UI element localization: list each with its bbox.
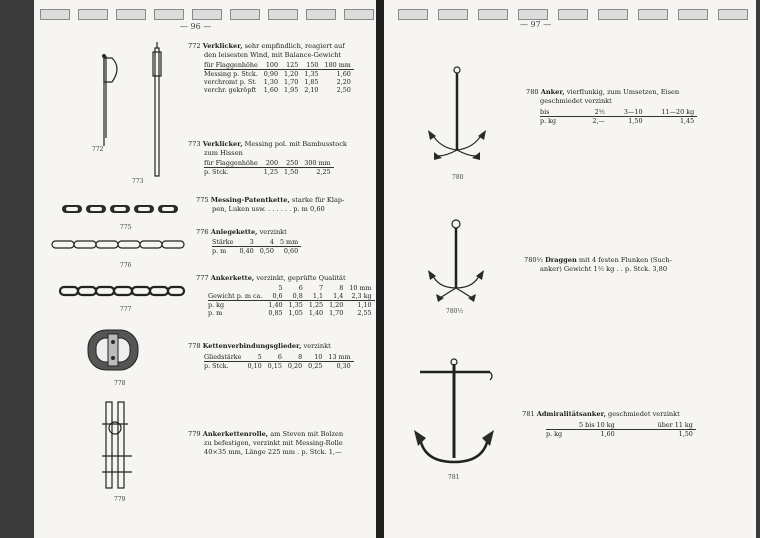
table-773: für Flaggenhöhe 200 250 300 mm p. Stck. 1,25 1,50 2,25	[204, 159, 334, 176]
item-780-half-desc: anker) Gewicht 1½ kg . . p. Stck. 3,80	[540, 265, 668, 273]
item-778-heading: 778 Kettenverbindungsglieder, verzinkt	[188, 342, 331, 350]
item-775-desc: pen, Luken usw. . . . . . . p. m 0,60	[212, 205, 325, 213]
kettenglied-778-illustration	[86, 324, 140, 376]
table-780: bis 2½ 3—10 11—20 kg p. kg 2,— 1,50 1,45	[540, 108, 697, 125]
item-773-heading: 773 Verklicker, Messing pol. mit Bambusstock	[188, 140, 347, 148]
item-780-desc: geschmiedet verzinkt	[540, 97, 612, 105]
caption-772: 772	[92, 146, 104, 153]
left-page	[34, 0, 376, 538]
book-gutter	[376, 0, 384, 538]
verklicker-773-illustration	[146, 42, 170, 182]
item-780-heading: 780 Anker, vierflunkig, zum Umsetzen, Eisen	[526, 88, 680, 96]
caption-773: 773	[132, 178, 144, 185]
caption-775: 775	[120, 224, 132, 231]
caption-777: 777	[120, 306, 132, 313]
caption-780: 780	[452, 174, 464, 181]
table-781: 5 bis 10 kg über 11 kg p. kg 1,60 1,50	[546, 421, 696, 438]
item-777-heading: 777 Ankerkette, verzinkt, geprüfte Qualität	[196, 274, 346, 282]
draggen-780-half-illustration	[426, 218, 486, 308]
ankerkettenrolle-779-illustration	[92, 398, 142, 494]
item-772-heading: 772 Verklicker, sehr empfindlich, reagiert auf	[188, 42, 345, 50]
caption-779: 779	[114, 496, 126, 503]
item-775-heading: 775 Messing-Patentkette, starke für Klap-	[196, 196, 345, 204]
anlegekette-776-illustration	[50, 238, 200, 252]
caption-780-half: 780½	[446, 308, 464, 315]
item-776-heading: 776 Anlegekette, verzinkt	[196, 228, 287, 236]
binding-holes	[34, 9, 376, 19]
right-page	[384, 0, 756, 538]
item-779-desc-2: 40×35 mm, Länge 225 mm . p. Stck. 1,—	[204, 448, 342, 456]
patentkette-775-illustration	[60, 202, 190, 216]
table-776: Stärke 3 4 5 mm p. m 0,40 0,50 0,60	[212, 238, 301, 255]
item-779-desc-1: zu befestigen, verzinkt mit Messing-Rolle	[204, 439, 343, 447]
binding-holes	[384, 9, 756, 19]
anker-780-illustration	[424, 64, 490, 174]
item-781-heading: 781 Admiralitätsanker, geschmiedet verzinkt	[522, 410, 680, 418]
item-780-half-heading: 780½ Draggen mit 4 festen Flunken (Such-	[524, 256, 672, 264]
caption-776: 776	[120, 262, 132, 269]
item-779-heading: 779 Ankerkettenrolle, am Steven mit Bolzen	[188, 430, 344, 438]
page-number: — 96 —	[180, 22, 212, 31]
page-number: — 97 —	[520, 20, 552, 29]
table-778: Gliedstärke 5 6 8 10 13 mm p. Stck. 0,10 0,15 0,20 0,25 0,30	[204, 353, 354, 370]
admiralitaetsanker-781-illustration	[412, 358, 496, 474]
ankerkette-777-illustration	[58, 284, 188, 298]
table-772: für Flaggenhöhe 100 125 150 180 mm Messing p. Stck. 0,90 1,20 1,35 1,60 verchromt p. St. 1,30 1,70 1,85 2,20 verchr. gekröpft 1,60 1,95 2,10 2,50	[204, 61, 354, 94]
verklicker-772-illustration	[90, 42, 130, 152]
item-773-desc: zum Hissen	[204, 149, 243, 157]
item-772-desc: den leisesten Wind, mit Balance-Gewicht	[204, 51, 342, 59]
caption-778: 778	[114, 380, 126, 387]
caption-781: 781	[448, 474, 460, 481]
table-777: 5 6 7 8 10 mm Gewicht p. m ca. 0,6 0,8 1,1 1,4 2,3 kg p. kg 1,40 1,35 1,25 1,20 1,10 p. m 0,85 1,05 1,40 1,70 2,55	[208, 284, 375, 317]
